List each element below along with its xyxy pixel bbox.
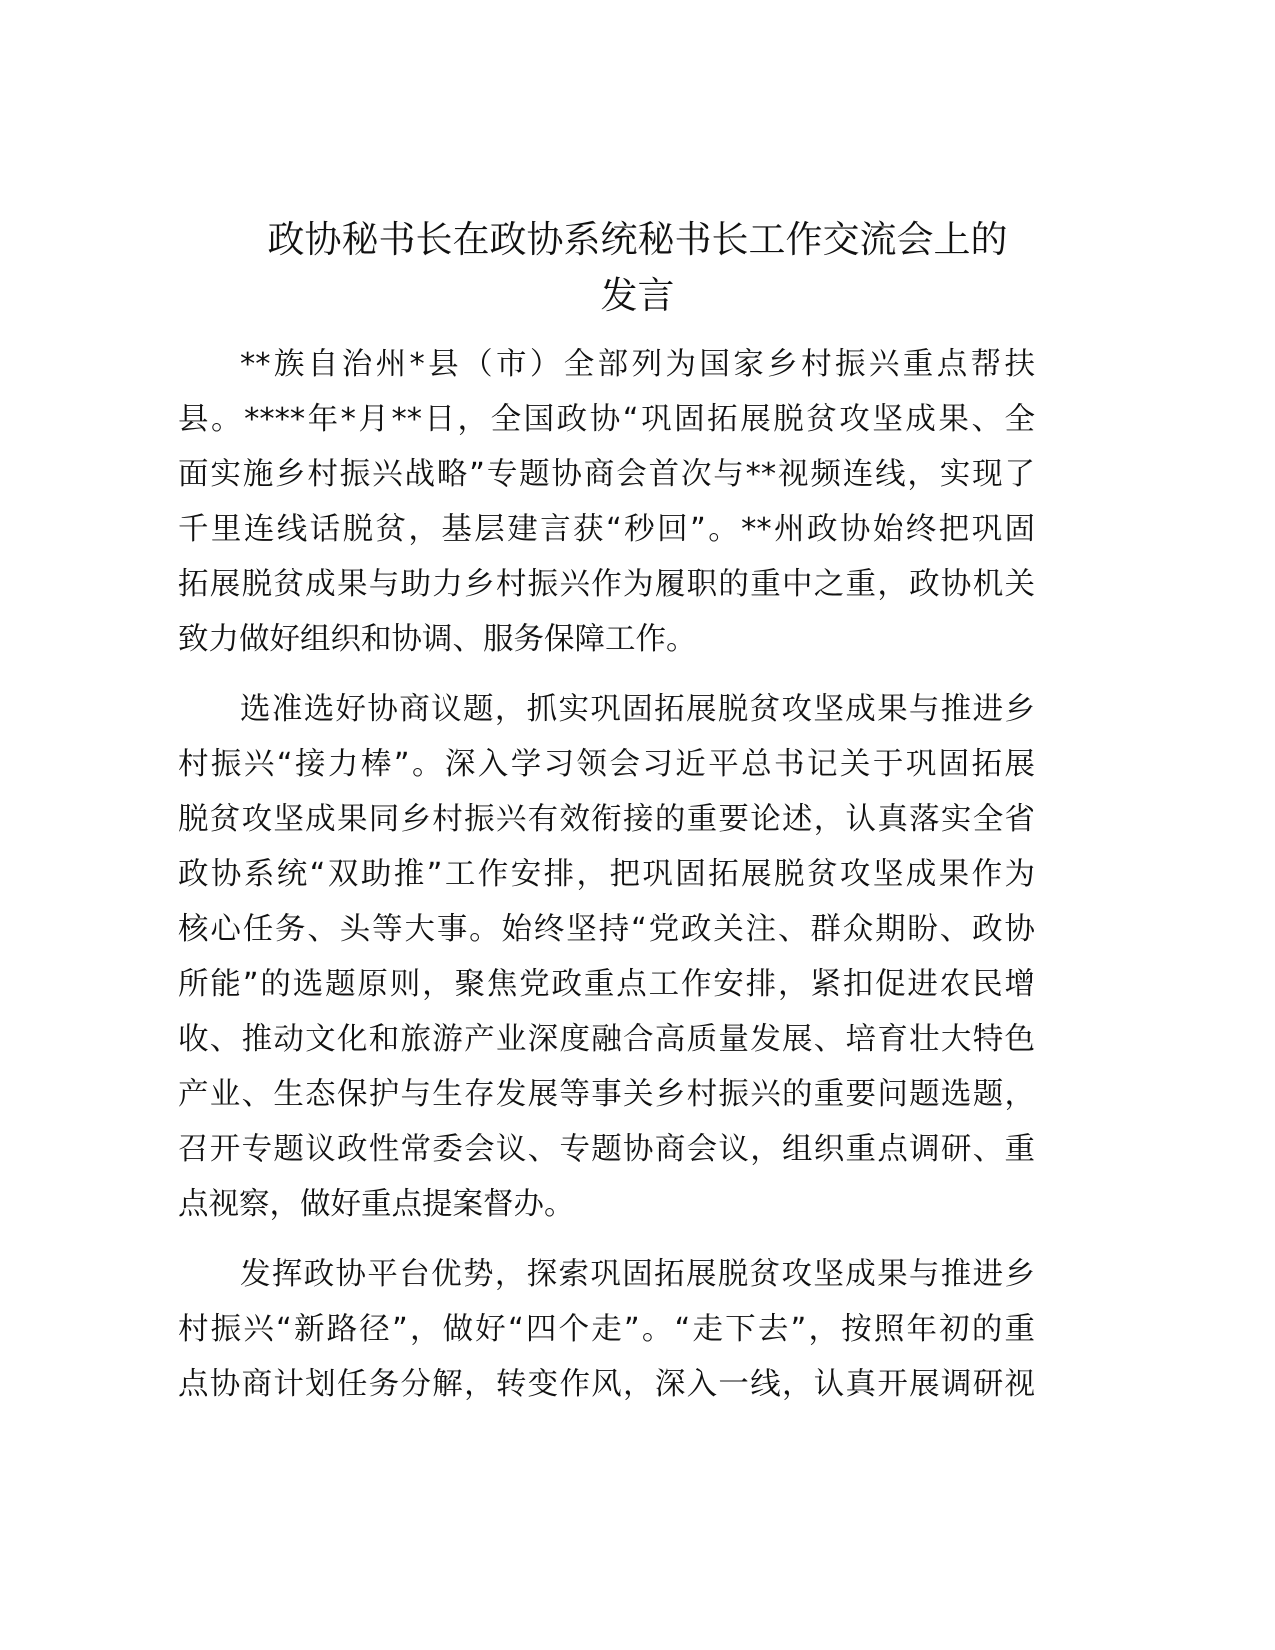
text-line: 脱贫攻坚成果同乡村振兴有效衔接的重要论述，认真落实全省	[178, 802, 1035, 837]
title-line: 发言	[600, 274, 675, 317]
text-line: 产业、生态保护与生存发展等事关乡村振兴的重要问题选题，	[178, 1077, 1035, 1112]
text-line: 面实施乡村振兴战略”专题协商会首次与**视频连线，实现了	[178, 457, 1035, 492]
text-line: 选准选好协商议题，抓实巩固拓展脱贫攻坚成果与推进乡	[240, 692, 1035, 727]
text-line: 收、推动文化和旅游产业深度融合高质量发展、培育壮大特色	[178, 1022, 1035, 1057]
title-line: 政协秘书长在政协系统秘书长工作交流会上的	[267, 218, 1008, 261]
paragraph	[178, 1247, 1035, 1412]
text-line: 所能”的选题原则，聚焦党政重点工作安排，紧扣促进农民增	[178, 967, 1035, 1002]
text-line: 村振兴“接力棒”。深入学习领会习近平总书记关于巩固拓展	[178, 747, 1035, 782]
text-line: 点视察，做好重点提案督办。	[178, 1187, 575, 1222]
text-line: **族自治州*县（市）全部列为国家乡村振兴重点帮扶	[240, 347, 1035, 382]
text-line: 核心任务、头等大事。始终坚持“党政关注、群众期盼、政协	[178, 912, 1035, 947]
text-line: 致力做好组织和协调、服务保障工作。	[178, 622, 697, 657]
text-line: 村振兴“新路径”，做好“四个走”。“走下去”，按照年初的重	[178, 1312, 1035, 1347]
text-line: 拓展脱贫成果与助力乡村振兴作为履职的重中之重，政协机关	[178, 567, 1035, 602]
paragraph	[178, 337, 1035, 667]
text-line: 点协商计划任务分解，转变作风，深入一线，认真开展调研视	[178, 1367, 1035, 1402]
text-line: 召开专题议政性常委会议、专题协商会议，组织重点调研、重	[178, 1132, 1035, 1167]
text-line: 发挥政协平台优势，探索巩固拓展脱贫攻坚成果与推进乡	[240, 1257, 1035, 1292]
document-body	[178, 337, 1035, 1427]
paragraph	[178, 682, 1035, 1232]
text-line: 政协系统“双助推”工作安排，把巩固拓展脱贫攻坚成果作为	[178, 857, 1035, 892]
text-line: 县。****年*月**日，全国政协“巩固拓展脱贫攻坚成果、全	[178, 402, 1035, 437]
text-line: 千里连线话脱贫，基层建言获“秒回”。**州政协始终把巩固	[178, 512, 1035, 547]
document-title	[150, 212, 1125, 324]
